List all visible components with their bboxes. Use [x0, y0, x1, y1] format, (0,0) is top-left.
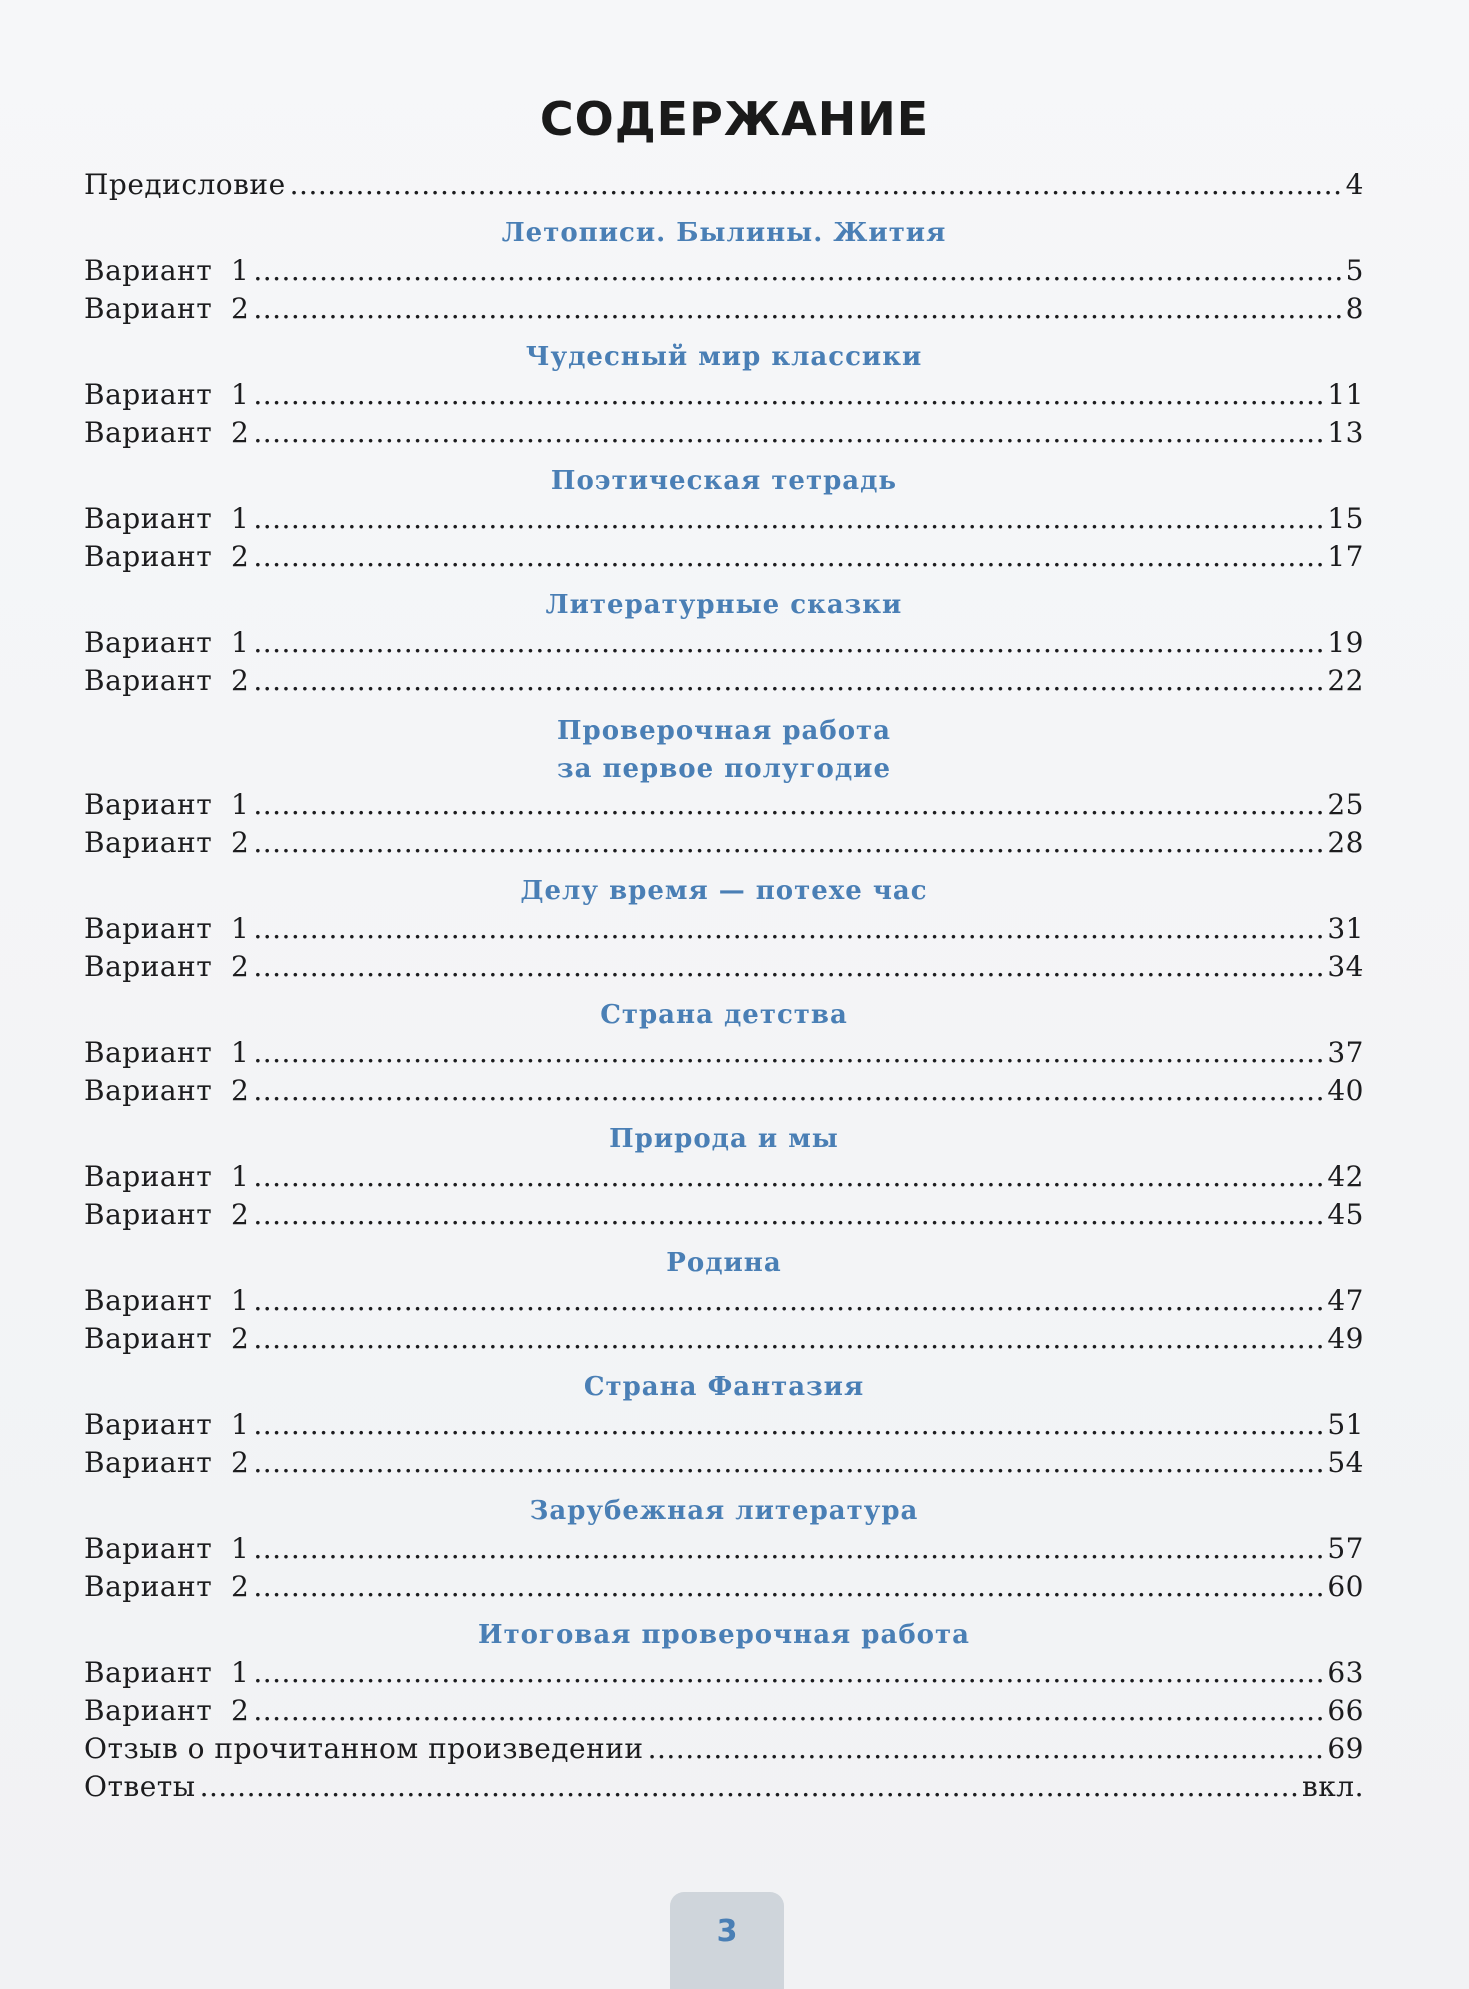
toc-entry-label: Вариант 1	[84, 1656, 250, 1689]
leader-dots	[253, 910, 1323, 948]
leader-dots	[200, 1768, 1298, 1806]
section-heading: Зарубежная литература	[529, 1496, 919, 1526]
section-heading: Страна Фантазия	[583, 1372, 865, 1402]
leader-dots	[253, 824, 1323, 862]
section-heading: Чудесный мир классики	[525, 342, 923, 372]
toc-entry-page: 34	[1327, 950, 1364, 983]
toc-entry-page: 28	[1327, 826, 1364, 859]
toc-entry-page: 22	[1327, 664, 1364, 697]
toc-entry[interactable]	[84, 1158, 1364, 1196]
toc-entry-label: Вариант 1	[84, 1284, 250, 1317]
toc-entry[interactable]	[84, 1568, 1364, 1606]
toc-entry-label: Вариант 2	[84, 540, 250, 573]
page-title: СОДЕРЖАНИЕ	[539, 92, 930, 146]
toc-entry-label: Ответы	[84, 1770, 196, 1803]
leader-dots	[253, 662, 1323, 700]
toc-entry[interactable]	[84, 1072, 1364, 1110]
leader-dots	[648, 1730, 1324, 1768]
toc-entry[interactable]	[84, 624, 1364, 662]
toc-entry-page: 5	[1345, 254, 1364, 287]
section-heading: Поэтическая тетрадь	[550, 466, 898, 496]
toc-entry-label: Вариант 2	[84, 950, 250, 983]
leader-dots	[253, 1282, 1323, 1320]
toc-entry-label: Вариант 2	[84, 1322, 250, 1355]
leader-dots	[253, 1196, 1323, 1234]
toc-entry[interactable]	[84, 538, 1364, 576]
toc-entry-page: 4	[1345, 168, 1364, 201]
toc-entry-page: 31	[1327, 912, 1364, 945]
toc-entry-label: Вариант 1	[84, 502, 250, 535]
leader-dots	[253, 252, 1341, 290]
toc-entry[interactable]	[84, 1196, 1364, 1234]
toc-entry-review[interactable]	[84, 1730, 1364, 1768]
toc-entry-label: Вариант 2	[84, 292, 250, 325]
toc-entry-label: Вариант 1	[84, 1532, 250, 1565]
toc-entry-label: Вариант 1	[84, 1160, 250, 1193]
section-heading: Страна детства	[600, 1000, 848, 1030]
leader-dots	[253, 1072, 1323, 1110]
toc-entry[interactable]	[84, 910, 1364, 948]
toc-entry[interactable]	[84, 948, 1364, 986]
leader-dots	[253, 1034, 1323, 1072]
leader-dots	[290, 166, 1342, 204]
toc-entry[interactable]	[84, 1406, 1364, 1444]
toc-entry-label: Вариант 1	[84, 788, 250, 821]
toc-entry-page: 45	[1327, 1198, 1364, 1231]
toc-entry[interactable]	[84, 1320, 1364, 1358]
toc-entry[interactable]	[84, 662, 1364, 700]
toc-entry-page: 47	[1327, 1284, 1364, 1317]
leader-dots	[253, 1568, 1323, 1606]
toc-entry-page: 51	[1327, 1408, 1364, 1441]
toc-entry[interactable]	[84, 500, 1364, 538]
toc-entry-label: Вариант 2	[84, 664, 250, 697]
toc-entry-page: 19	[1327, 626, 1364, 659]
section-heading: Природа и мы	[609, 1124, 839, 1154]
leader-dots	[253, 414, 1323, 452]
leader-dots	[253, 1530, 1323, 1568]
toc-entry-page: 17	[1327, 540, 1364, 573]
toc-entry-preface[interactable]	[84, 166, 1364, 204]
toc-entry[interactable]	[84, 1654, 1364, 1692]
leader-dots	[253, 500, 1323, 538]
toc-entry-page: 63	[1327, 1656, 1364, 1689]
toc-entry-page: 54	[1327, 1446, 1364, 1479]
toc-entry-page: 40	[1327, 1074, 1364, 1107]
toc-entry-label: Вариант 2	[84, 826, 250, 859]
section-heading: Итоговая проверочная работа	[478, 1620, 970, 1650]
toc-entry-label: Отзыв о прочитанном произведении	[84, 1732, 644, 1765]
section-heading: Летописи. Былины. Жития	[501, 218, 947, 248]
section-heading	[84, 700, 1364, 786]
toc-entry-page: 66	[1327, 1694, 1364, 1727]
toc-entry-page: 60	[1327, 1570, 1364, 1603]
page-number-tab	[670, 1892, 784, 1989]
toc-entry[interactable]	[84, 824, 1364, 862]
section-heading: Делу время — потехе час	[520, 876, 928, 906]
toc-entry[interactable]	[84, 414, 1364, 452]
toc-entry-label: Вариант 2	[84, 1074, 250, 1107]
toc-entry[interactable]	[84, 1692, 1364, 1730]
toc-entry-page: 42	[1327, 1160, 1364, 1193]
leader-dots	[253, 786, 1323, 824]
leader-dots	[253, 1692, 1323, 1730]
leader-dots	[253, 1320, 1323, 1358]
toc-entry[interactable]	[84, 1034, 1364, 1072]
toc-entry-page: 11	[1327, 378, 1364, 411]
toc-entry-label: Вариант 2	[84, 1446, 250, 1479]
toc-entry-page: 37	[1327, 1036, 1364, 1069]
toc-entry[interactable]	[84, 1282, 1364, 1320]
leader-dots	[253, 1158, 1323, 1196]
leader-dots	[253, 1654, 1323, 1692]
leader-dots	[253, 538, 1323, 576]
toc-entry-page: 15	[1327, 502, 1364, 535]
toc-entry[interactable]	[84, 1530, 1364, 1568]
toc-entry-label: Вариант 1	[84, 626, 250, 659]
toc-entry-page: 8	[1345, 292, 1364, 325]
toc-entry[interactable]	[84, 1444, 1364, 1482]
toc-entry-page: 57	[1327, 1532, 1364, 1565]
section-heading-line: Проверочная работа	[556, 716, 892, 746]
toc-entry-label: Вариант 1	[84, 1036, 250, 1069]
toc-entry-page: 69	[1327, 1732, 1364, 1765]
leader-dots	[253, 376, 1323, 414]
table-of-contents	[84, 166, 1364, 1806]
toc-entry-label: Предисловие	[84, 168, 286, 201]
leader-dots	[253, 290, 1341, 328]
toc-entry-label: Вариант 2	[84, 1570, 250, 1603]
toc-entry-label: Вариант 2	[84, 416, 250, 449]
leader-dots	[253, 624, 1323, 662]
toc-entry[interactable]	[84, 252, 1364, 290]
leader-dots	[253, 1406, 1323, 1444]
page-number: 3	[716, 1914, 738, 1949]
toc-entry-page: 49	[1327, 1322, 1364, 1355]
leader-dots	[253, 948, 1323, 986]
section-heading-line: за первое полугодие	[556, 754, 892, 784]
toc-entry-label: Вариант 1	[84, 912, 250, 945]
toc-entry-label: Вариант 1	[84, 378, 250, 411]
toc-entry[interactable]	[84, 376, 1364, 414]
toc-entry-answers[interactable]	[84, 1768, 1364, 1806]
toc-entry-page: вкл.	[1302, 1770, 1364, 1803]
leader-dots	[253, 1444, 1323, 1482]
toc-entry[interactable]	[84, 290, 1364, 328]
toc-entry-label: Вариант 2	[84, 1198, 250, 1231]
toc-entry-label: Вариант 1	[84, 1408, 250, 1441]
section-heading: Родина	[666, 1248, 782, 1278]
toc-entry-label: Вариант 2	[84, 1694, 250, 1727]
toc-entry[interactable]	[84, 786, 1364, 824]
toc-entry-page: 13	[1327, 416, 1364, 449]
section-heading: Литературные сказки	[545, 590, 903, 620]
toc-entry-label: Вариант 1	[84, 254, 250, 287]
toc-entry-page: 25	[1327, 788, 1364, 821]
